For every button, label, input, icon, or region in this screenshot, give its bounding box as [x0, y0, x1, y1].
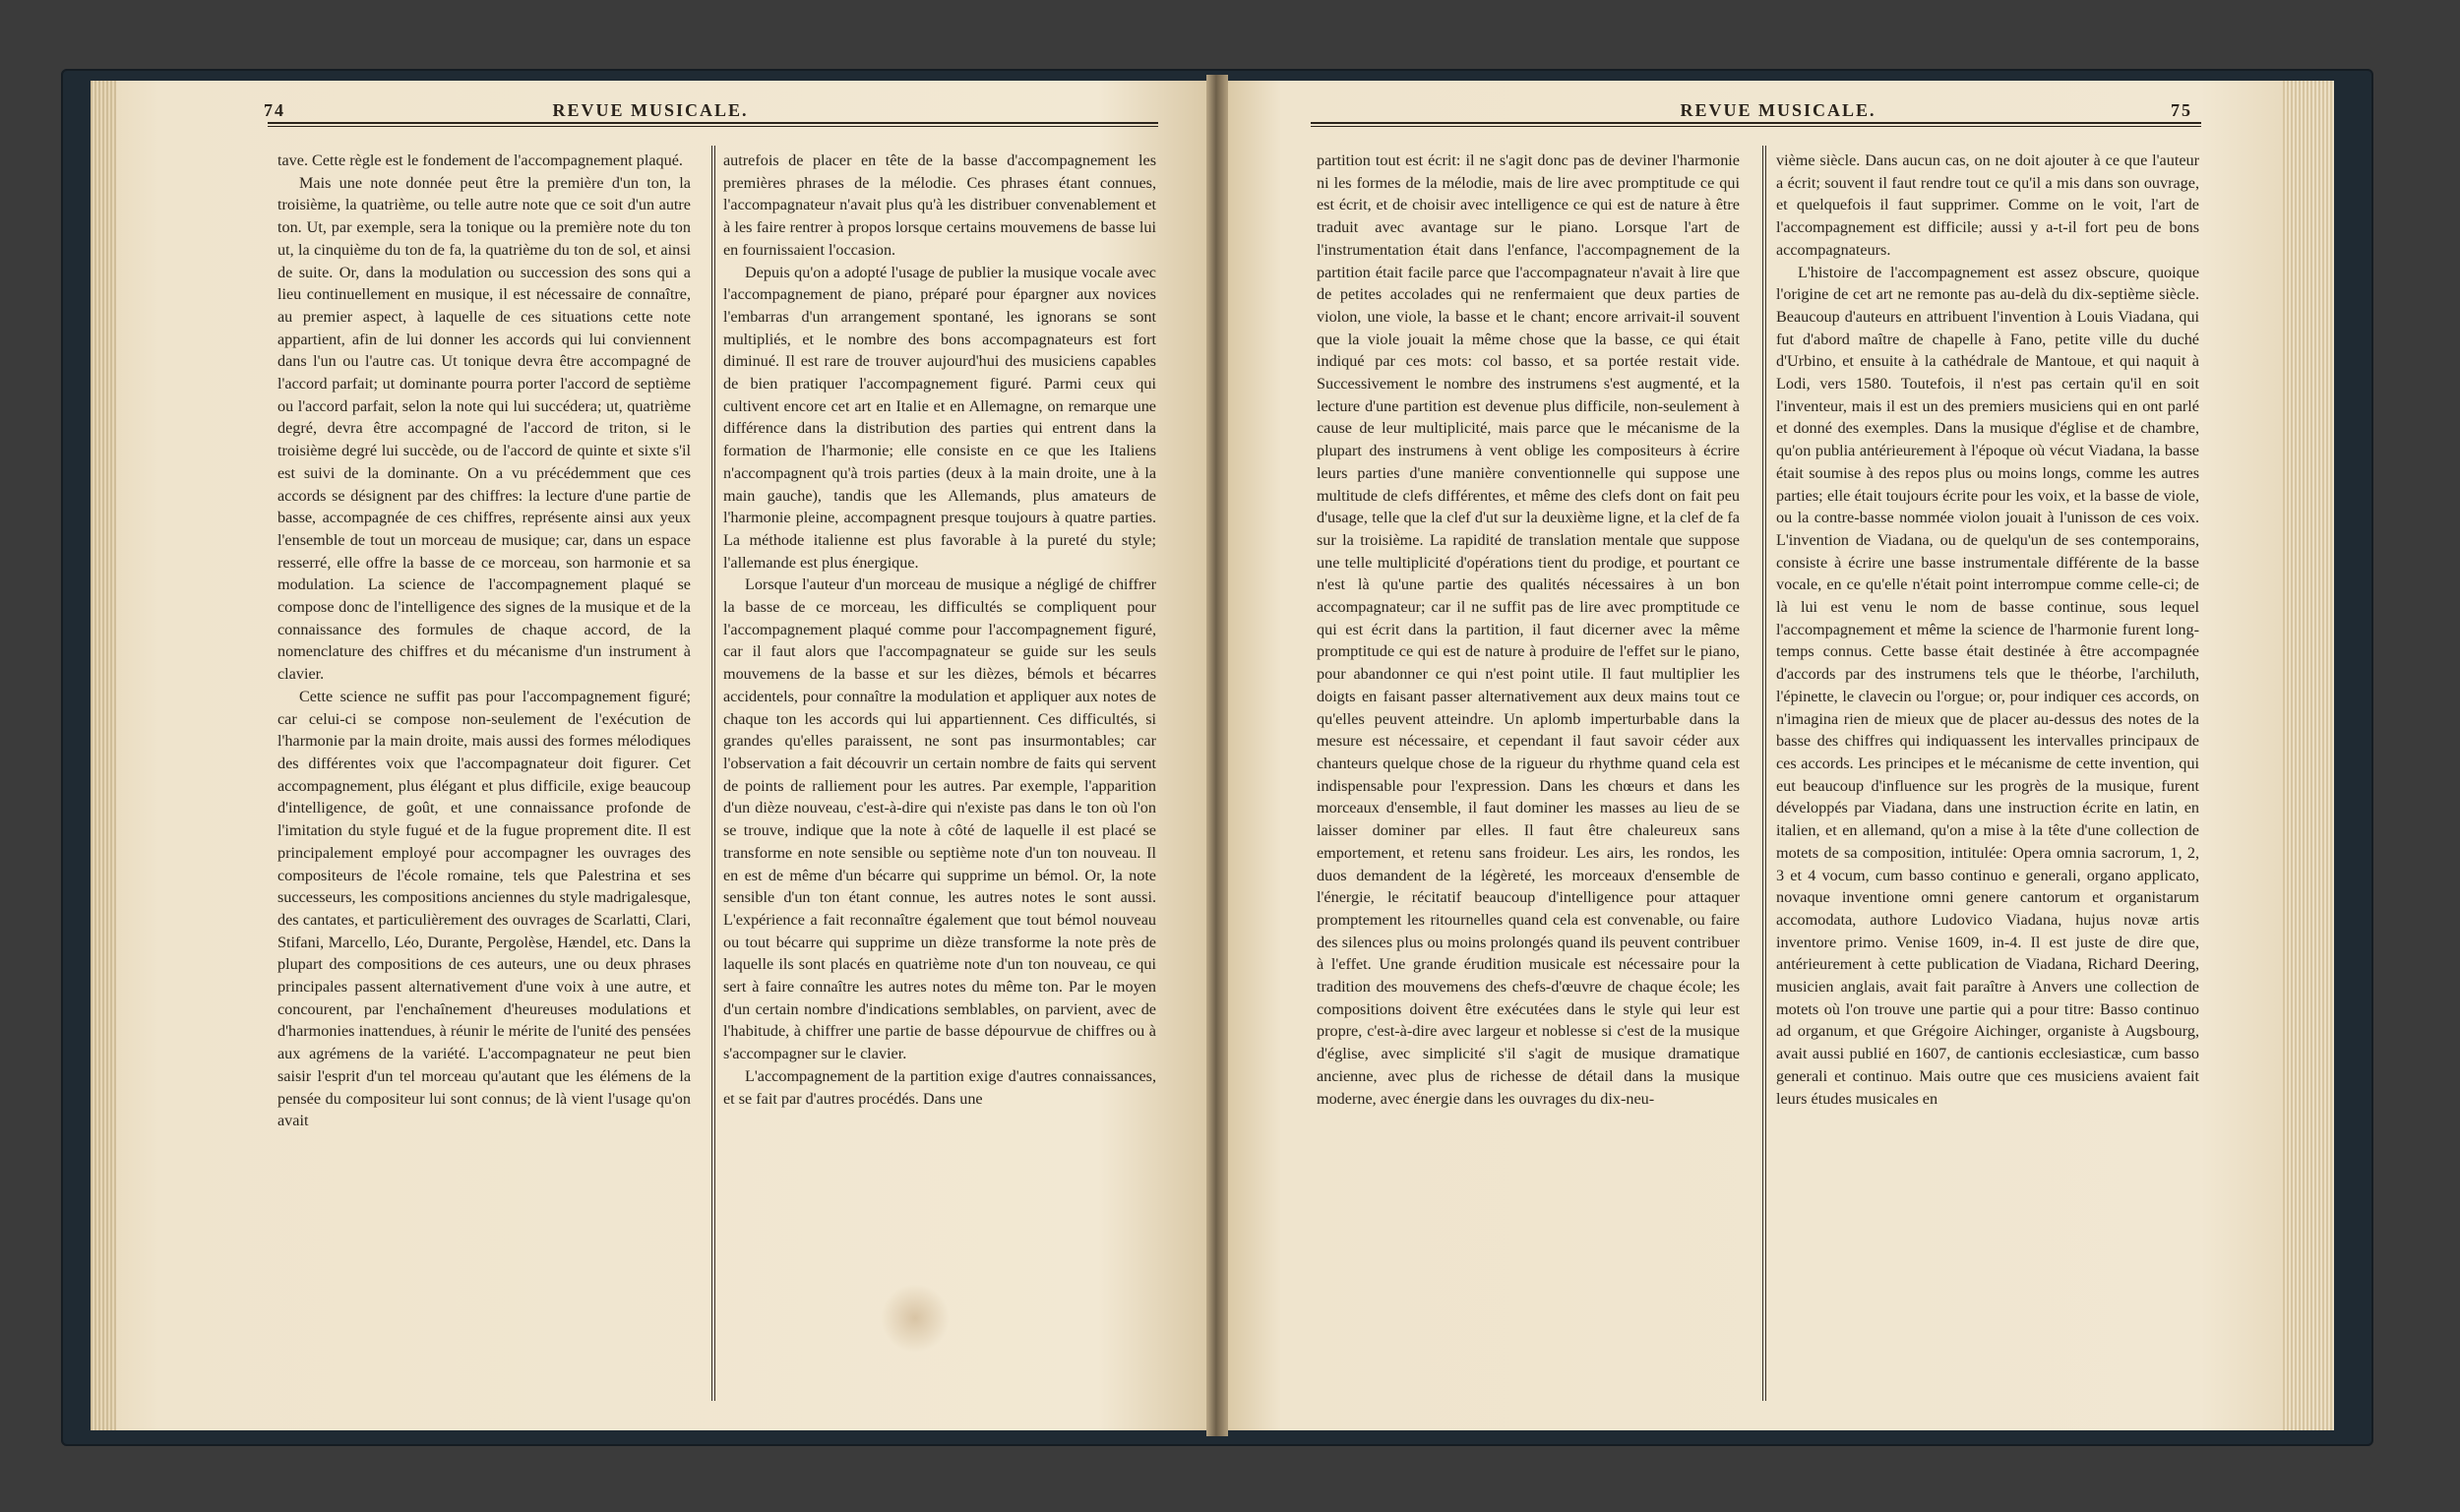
right-column-divider [1762, 146, 1766, 1401]
left-column-2 [723, 150, 1156, 1411]
left-running-head: REVUE MUSICALE. [552, 100, 749, 120]
left-header-rule [268, 122, 1158, 127]
left-column-divider [711, 146, 715, 1401]
paragraph: partition tout est écrit: il ne s'agit donc pas de deviner l'harmonie ni les formes de la mélodie, mais de lire avec promptitude ce qui est écrit, et de choisir avec intelligence ce qui est de nature à être traduit avec avantage sur le piano. Lorsque l'art de l'instrumentation était dans l'enfance, l'accompagnement de la partition était facile parce que l'accompagnateur n'avait à lire que de petites accolades qui ne renfermaient que deux parties de violon, une viole, la basse et le chant; encore arrivait-il souvent que la viole jouait la même chose que la basse, ce qui était indiqué par ces mots: col basso, et sa portée restait vide. Successivement le nombre des instrumens s'est augmenté, et la lecture d'une partition est devenue plus difficile, non-seulement à cause de leur multiplicité, mais parce que le mécanisme de la plupart des instrumens à vent oblige les compositeurs à écrire leurs parties d'une manière conventionnelle qui suppose une multitude de clefs différentes, et même des clefs dont on fait peu d'usage, telle que la clef d'ut sur la deuxième ligne, et la clef de fa sur la troisième. La rapidité de translation mentale que suppose une telle multiplicité d'opérations tient du prodige, et pourtant ce n'est là qu'une partie des qualités nécessaires à un bon accompagnateur; car il ne suffit pas de lire avec promptitude ce qui est écrit dans la partition, il faut dicerner avec la même promptitude ce qui est de nature à produire de l'effet sur le piano, pour abandonner ce qui n'est point utile. Il faut multiplier les doigts en faisant passer alternativement aux deux mains tout ce qu'elles peuvent atteindre. Un aplomb imperturbable dans la mesure est nécessaire, et cependant il faut savoir céder aux chanteurs quelque chose de la rigueur du rhythme quand cela est indispensable pour l'expression. Dans les chœurs et dans les morceaux d'ensemble, il faut dominer les masses au lieu de se laisser dominer par elles. Il faut être chaleureux sans emportement, et retenu sans froideur. Les airs, les rondos, les duos demandent de la légèreté, les morceaux d'ensemble de l'énergie, le récitatif beaucoup d'intelligence pour attaquer promptement les ritournelles quand cela est convenable, ou faire des silences plus ou moins prolongés quand ils peuvent contribuer à l'effet. Une grande érudition musicale est nécessaire pour la tradition des mouvemens des chefs-d'œuvre de chaque école; les compositions doivent être exécutées dans le style qui leur est propre, c'est-à-dire avec largeur et noblesse si c'est de la musique d'église, avec simplicité s'il s'agit de musique dramatique ancienne, avec plus de richesse de détail dans la musique moderne, avec énergie dans les ouvrages du dix-neu- [1317, 151, 1740, 1108]
left-page-edges [91, 81, 116, 1430]
paragraph: L'histoire de l'accompagnement est assez obscure, quoique l'origine de cet art ne remonte pas au-delà du dix-septième siècle. Beaucoup d'auteurs en attribuent l'invention à Louis Viadana, qui fut d'abord maître de chapelle à Fano, petite ville du duché d'Urbino, et ensuite à la cathédrale de Mantoue, et qui naquit à Lodi, vers 1580. Toutefois, il n'est pas certain qu'il en soit l'inventeur, mais il est un des premiers musiciens qui en ont parlé et donné des exemples. Dans la musique d'église et de chambre, qu'on publia antérieurement à l'époque où vécut Viadana, la basse était soumise à des repos plus ou moins longs, comme les autres parties; elle était toujours écrite pour les voix, et la basse de viole, ou la contre-basse nommée violon jouait à l'unisson de ces voix. L'invention de Viadana, ou de quelqu'un de ses contemporains, consiste à écrire une basse instrumentale différente de la basse vocale, en ce qu'elle n'était point interrompue comme celle-ci; de là lui est venu le nom de basse continue, sous lequel l'accompagnement et même la science de l'harmonie furent long-temps connus. Cette basse était destinée à être accompagnée d'accords par des instrumens tels que le théorbe, l'archiluth, l'épinette, le clavecin ou l'orgue; or, pour indiquer ces accords, on n'imagina rien de mieux que de placer au-dessus des notes de la basse des chiffres qui indiquassent les intervalles principaux de ces accords. Les principes et le mécanisme de cette invention, qui eut beaucoup d'influence sur les progrès de la musique, furent développés par Viadana, dans une instruction écrite en latin, en italien, et en allemand, qu'on a mise à la tête d'une collection de motets de sa composition, intitulée: Opera omnia sacrorum, 1, 2, 3 et 4 vocum, cum basso continuo e generali, organo applicato, novaque inventione omni genere cantorum et organistarum accomodata, authore Ludovico Viadana, hujus novæ artis inventore primo. Venise 1609, in-4. Il est juste de dire que, antérieurement à cette publication de Viadana, Richard Deering, musicien anglais, avait fait paraître à Anvers une collection de motets où l'on trouve une partie qui a pour titre: Basso continuo ad organum, et que Grégoire Aichinger, organiste à Augsbourg, avait aussi publié en 1607, de cantionis ecclesiasticæ, cum basso generali et continuo. Mais outre que ces musiciens avaient fait leurs études musicales en [1776, 263, 2199, 1108]
paragraph: Lorsque l'auteur d'un morceau de musique a négligé de chiffrer la basse de ce morceau, les difficultés se compliquent pour l'accompagnement plaqué comme pour l'accompagnement figuré, car il faut alors que l'accompagnateur se guide sur les seuls mouvemens de la basse et sur les dièzes, bémols et bécarres accidentels, pour connaître la modulation et appliquer aux notes de chaque ton les accords qui lui appartiennent. Ces difficultés, si grandes qu'elles paraissent, ne sont pas insurmontables; car l'observation a fait découvrir un certain nombre de faits qui servent de points de ralliement pour les autres. Par exemple, l'apparition d'un dièze nouveau, c'est-à-dire qui n'existe pas dans le ton où l'on se trouve, indique que la note à côté de laquelle il est placé se transforme en note sensible ou septième note d'un ton nouveau. Il en est de même d'un bécarre qui supprime un bémol. Or, la note sensible d'un ton étant connue, les autres notes le sont aussi. L'expérience a fait reconnaître également que tout bémol nouveau ou tout bécarre qui supprime un dièze transforme la note près de laquelle ils sont placés en quatrième note d'un ton nouveau, ce qui sert à faire connaître les autres notes du même ton. Par le moyen d'un certain nombre d'indications semblables, on parvient, avec de l'habitude, à chiffrer une partie de basse dépourvue de chiffres ou à s'accompagner sur le clavier. [723, 575, 1156, 1063]
left-column-1 [277, 150, 691, 1411]
paragraph: vième siècle. Dans aucun cas, on ne doit ajouter à ce que l'auteur a écrit; souvent il faut rendre tout ce qu'il a mis dans son ouvrage, et quelquefois il faut supprimer. Comme on le voit, l'art de l'accompagnement est difficile; aussi y a-t-il fort peu de bons accompagnateurs. [1776, 151, 2199, 259]
right-page-number: 75 [2171, 100, 2192, 120]
paragraph: Depuis qu'on a adopté l'usage de publier la musique vocale avec l'accompagnement de piano, préparé pour épargner aux novices l'embarras d'un arrangement spontané, les ignorans se sont multipliés, et le nombre des bons accompagnateurs est fort diminué. Il est rare de trouver aujourd'hui des musiciens capables de bien pratiquer l'accompagnement figuré. Parmi ceux qui cultivent encore cet art en Italie et en Allemagne, on remarque une différence dans la distribution des parties qui entrent dans la formation de l'harmonie; elle consiste en ce que les Italiens n'accompagnent qu'à trois parties (deux à la main droite, une à la main gauche), tandis que les Allemands, plus amateurs de l'harmonie pleine, accompagnent presque toujours à quatre parties. La méthode italienne est plus favorable à la pureté du style; l'allemande est plus énergique. [723, 263, 1156, 572]
right-column-1 [1317, 150, 1740, 1411]
paragraph: L'accompagnement de la partition exige d'autres connaissances, et se fait par d'autres procédés. Dans une [723, 1066, 1156, 1108]
left-page [91, 81, 1210, 1430]
right-page [1222, 81, 2334, 1430]
paragraph: tave. Cette règle est le fondement de l'accompagnement plaqué. [277, 151, 683, 169]
right-column-2 [1776, 150, 2199, 1411]
right-running-head: REVUE MUSICALE. [1680, 100, 1876, 120]
left-page-number: 74 [264, 100, 285, 120]
paper-stain [881, 1284, 950, 1353]
right-header-rule [1311, 122, 2201, 127]
right-page-edges [2283, 81, 2334, 1430]
book-gutter [1206, 75, 1228, 1436]
paragraph: autrefois de placer en tête de la basse d'accompagnement les premières phrases de la mélodie. Ces phrases étant connues, l'accompagnateur n'avait plus qu'à les distribuer convenablement et à les faire rentrer à propos lorsque certains mouvemens de basse lui en fournissaient l'occasion. [723, 151, 1156, 259]
paragraph: Mais une note donnée peut être la première d'un ton, la troisième, la quatrième, ou telle autre note que ce soit d'un autre ton. Ut, par exemple, sera la tonique ou la première note du ton ut, la cinquième du ton de fa, la quatrième du ton de sol, et ainsi de suite. Or, dans la modulation ou succession des sons qui a lieu continuellement en musique, il est nécessaire de connaître, au premier aspect, à laquelle de ces situations cette note appartient, afin de lui donner les accords qui lui conviennent dans l'un ou l'autre cas. Ut tonique devra être accompagné de l'accord parfait; ut dominante pourra porter l'accord de septième ou l'accord parfait, selon la note qui lui succédera; ut, quatrième degré, devra être accompagné de l'accord de triton, si le troisième degré lui succède, ou de l'accord de quinte et sixte s'il est suivi de la dominante. On a vu précédemment que ces accords se désignent par des chiffres: la lecture d'une partie de basse, accompagnée de ces chiffres, représente ainsi aux yeux l'ensemble de tout un morceau de musique; car, dans un espace resserré, elle offre la basse de ce morceau, son harmonie et sa modulation. La science de l'accompagnement plaqué se compose donc de l'intelligence des signes de la musique et de la connaissance des formules de chaque accord, de la nomenclature des chiffres et du mécanisme d'un instrument à clavier. [277, 173, 691, 684]
paragraph: Cette science ne suffit pas pour l'accompagnement figuré; car celui-ci se compose non-seulement de l'exécution de l'harmonie par la main droite, mais aussi des formes mélodiques des différentes voix que l'accompagnateur doit figurer. Cet accompagnement, plus élégant et plus difficile, exige beaucoup d'intelligence, de goût, et une connaissance profonde de l'imitation du style fugué et de la fugue proprement dite. Il est principalement employé pour accompagner les ouvrages des compositeurs de l'école romaine, tels que Palestrina et ses successeurs, les compositions anciennes du style madrigalesque, des cantates, et particulièrement des ouvrages de Scarlatti, Clari, Stifani, Marcello, Léo, Durante, Pergolèse, Hændel, etc. Dans la plupart des compositions de ces auteurs, une ou deux phrases principales passent alternativement d'une voix à une autre, et concourent, par l'enchaînement d'heureuses modulations et d'harmonies inattendues, à réunir le mérite de l'unité des pensées aux agrémens de la variété. L'accompagnateur ne peut bien saisir l'esprit d'un tel morceau qu'autant que les élémens de la pensée du compositeur lui sont connus; de là vient l'usage qu'on avait [277, 687, 691, 1130]
